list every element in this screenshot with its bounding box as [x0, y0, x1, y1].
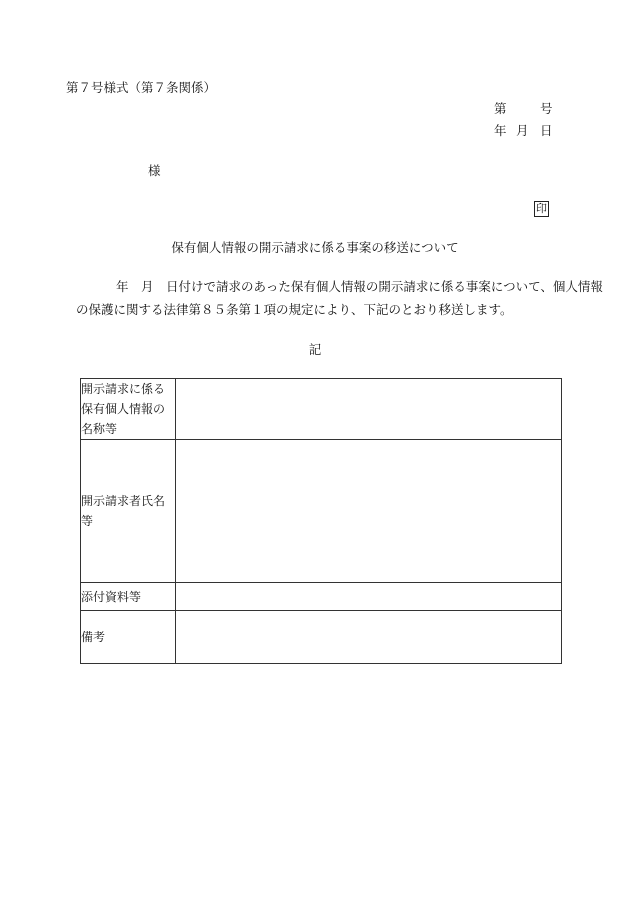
table-row	[81, 611, 562, 664]
table-row	[81, 583, 562, 611]
addressee-honorific: 様	[148, 163, 161, 178]
form-id: 第７号様式（第７条関係）	[66, 80, 217, 95]
row-value-remarks[interactable]	[176, 611, 562, 664]
date-day: 日	[540, 123, 553, 138]
detail-table	[80, 378, 562, 664]
doc-number-prefix: 第	[494, 101, 507, 116]
row-label-info-name: 開示請求に係る保有個人情報の名称等	[81, 379, 176, 440]
document-title: 保有個人情報の開示請求に係る事案の移送について	[171, 240, 459, 255]
seal-mark: 印	[536, 202, 547, 215]
table-row	[81, 379, 562, 440]
row-value-attachments[interactable]	[176, 583, 562, 611]
row-label-requester: 開示請求者氏名等	[81, 440, 176, 583]
row-value-requester[interactable]	[176, 440, 562, 583]
row-label-remarks: 備考	[81, 611, 176, 664]
body-text-line-1: 年 月 日付けで請求のあった保有個人情報の開示請求に係る事案について、個人情報	[116, 279, 603, 294]
table-row	[81, 440, 562, 583]
row-label-attachments: 添付資料等	[81, 583, 176, 611]
body-text-line-2: の保護に関する法律第８５条第１項の規定により、下記のとおり移送します。	[76, 302, 513, 317]
doc-number-suffix: 号	[540, 101, 553, 116]
ki-heading: 記	[308, 342, 322, 357]
row-value-info-name[interactable]	[176, 379, 562, 440]
date-year: 年	[494, 123, 507, 138]
date-month: 月	[516, 123, 529, 138]
